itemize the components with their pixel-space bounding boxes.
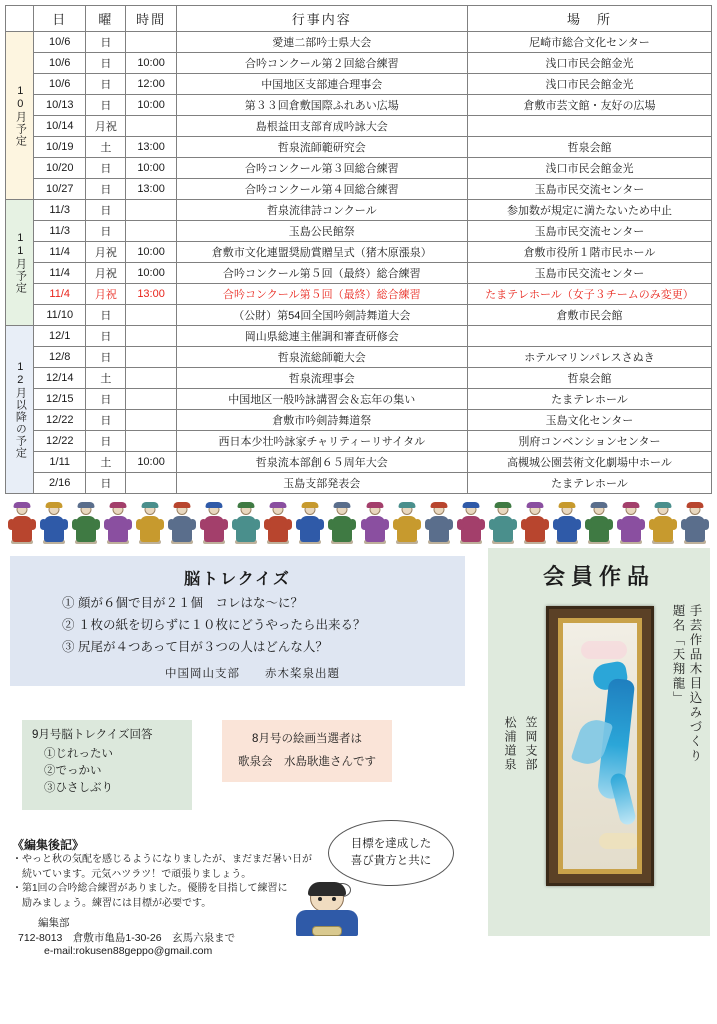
- cell-place: 哲泉会館: [467, 137, 711, 158]
- cell-time: [126, 431, 176, 452]
- cell-time: 10:00: [126, 158, 176, 179]
- postscript-line-1: ・やっと秋の気配を感じるようになりましたが、まだまだ暑い日が: [12, 854, 312, 865]
- doll-arm-right: [382, 519, 389, 530]
- doll-figurine: [649, 502, 677, 544]
- doll-hat: [654, 502, 671, 508]
- doll-figurine: [264, 502, 292, 544]
- cell-dow: 月祝: [86, 242, 126, 263]
- cell-time: [126, 389, 176, 410]
- header-time: 時間: [126, 6, 176, 32]
- doll-figurine: [553, 502, 581, 544]
- table-row: [6, 263, 712, 284]
- doll-arm-right: [189, 519, 196, 530]
- cell-date: 2/16: [34, 473, 86, 494]
- cell-time: 12:00: [126, 74, 176, 95]
- cell-dow: 日: [86, 53, 126, 74]
- doll-figurine: [521, 502, 549, 544]
- doll-figurine: [457, 502, 485, 544]
- cell-date: 10/19: [34, 137, 86, 158]
- header-date: 日: [34, 6, 86, 32]
- cell-dow: 日: [86, 74, 126, 95]
- cell-place: 倉敷市民会館: [467, 305, 711, 326]
- table-row: [6, 95, 712, 116]
- table-row: [6, 221, 712, 242]
- doll-arm-left: [168, 519, 175, 530]
- cell-time: [126, 305, 176, 326]
- cell-event: 合吟コンクール第２回総合練習: [176, 53, 467, 74]
- cell-event: 中国地区支部連合理事会: [176, 74, 467, 95]
- doll-hat: [302, 502, 319, 508]
- cell-event: 合吟コンクール第４回総合練習: [176, 179, 467, 200]
- boy-eye-right: [332, 897, 336, 901]
- header-event: 行事内容: [176, 6, 467, 32]
- boy-eye-left: [318, 897, 322, 901]
- cell-dow: 日: [86, 347, 126, 368]
- table-row: [6, 116, 712, 137]
- doll-figurine-strip: [8, 500, 709, 544]
- cell-place: たまテレホール（女子３チームのみ変更）: [467, 284, 711, 305]
- cell-event: 哲泉流総師範大会: [176, 347, 467, 368]
- cell-event: 愛連二部吟士県大会: [176, 32, 467, 53]
- doll-arm-right: [157, 519, 164, 530]
- header-place: 場 所: [467, 6, 711, 32]
- cell-date: 12/1: [34, 326, 86, 347]
- lottery-line-2: 歌泉会 水島耿進さんです: [238, 756, 376, 768]
- cell-event: 岡山県総連主催調和審査研修会: [176, 326, 467, 347]
- doll-arm-left: [649, 519, 656, 530]
- cell-time: [126, 221, 176, 242]
- doll-arm-left: [361, 519, 368, 530]
- artwork-caption-sub: 題名「天翔龍」: [671, 604, 685, 706]
- doll-hat: [622, 502, 639, 508]
- answer-item-3: ③ひさしぶり: [44, 782, 113, 794]
- cell-date: 1/11: [34, 452, 86, 473]
- cell-date: 12/22: [34, 410, 86, 431]
- cell-dow: 月祝: [86, 263, 126, 284]
- doll-figurine: [681, 502, 709, 544]
- table-row: [6, 389, 712, 410]
- doll-figurine: [168, 502, 196, 544]
- artwork-frame: [546, 606, 654, 886]
- doll-arm-left: [489, 519, 496, 530]
- postscript-signature: 編集部: [38, 917, 70, 929]
- postscript-line-3: ・第1回の合吟総合練習がありました。優勝を目指して練習に: [12, 883, 288, 894]
- cell-dow: 日: [86, 410, 126, 431]
- cell-dow: 日: [86, 431, 126, 452]
- doll-hat: [238, 502, 255, 508]
- doll-hat: [46, 502, 63, 508]
- cell-date: 11/10: [34, 305, 86, 326]
- doll-figurine: [617, 502, 645, 544]
- cell-dow: 日: [86, 221, 126, 242]
- cell-event: 中国地区一般吟詠講習会＆忘年の集い: [176, 389, 467, 410]
- cell-place: たまテレホール: [467, 389, 711, 410]
- doll-arm-right: [221, 519, 228, 530]
- artwork-caption: [670, 604, 702, 764]
- postscript-line-4: 励みましょう。練習には目標が必要です。: [12, 897, 212, 909]
- table-row: [6, 305, 712, 326]
- table-row-highlighted: [6, 284, 712, 305]
- cell-time: 10:00: [126, 263, 176, 284]
- doll-figurine: [393, 502, 421, 544]
- doll-arm-left: [232, 519, 239, 530]
- doll-arm-left: [40, 519, 47, 530]
- doll-arm-left: [8, 519, 15, 530]
- doll-hat: [590, 502, 607, 508]
- header-group-spacer: [6, 6, 34, 32]
- cell-date: 11/4: [34, 284, 86, 305]
- cell-time: [126, 116, 176, 137]
- doll-figurine: [489, 502, 517, 544]
- cell-event: 第３３回倉敷国際ふれあい広場: [176, 95, 467, 116]
- cell-date: 12/14: [34, 368, 86, 389]
- doll-hat: [14, 502, 31, 508]
- cell-dow: 日: [86, 389, 126, 410]
- cell-event: 哲泉流師範研究会: [176, 137, 467, 158]
- doll-hat: [430, 502, 447, 508]
- cell-place: [467, 116, 711, 137]
- doll-figurine: [296, 502, 324, 544]
- cell-dow: 日: [86, 158, 126, 179]
- answer-title: 9月号脳トレクイズ回答: [32, 729, 153, 741]
- cell-place: 倉敷市役所１階市民ホール: [467, 242, 711, 263]
- cell-dow: 日: [86, 179, 126, 200]
- cell-date: 11/4: [34, 242, 86, 263]
- doll-arm-right: [510, 519, 517, 530]
- cell-date: 10/14: [34, 116, 86, 137]
- lottery-line-1: 8月号の絵画当選者は: [252, 733, 362, 745]
- schedule-body: [6, 32, 712, 494]
- cell-place: 尼崎市総合文化センター: [467, 32, 711, 53]
- doll-figurine: [361, 502, 389, 544]
- cell-time: [126, 200, 176, 221]
- cell-date: 12/15: [34, 389, 86, 410]
- group-label-november: 11月予定: [6, 200, 34, 326]
- cell-time: 10:00: [126, 95, 176, 116]
- doll-arm-left: [296, 519, 303, 530]
- cell-date: 11/3: [34, 221, 86, 242]
- table-row: [6, 473, 712, 494]
- cell-event: 島根益田支部育成吟詠大会: [176, 116, 467, 137]
- boy-belt: [312, 926, 342, 936]
- bubble-line-1: 目標を達成した: [350, 837, 432, 850]
- cell-event: 合吟コンクール第３回総合練習: [176, 158, 467, 179]
- doll-hat: [78, 502, 95, 508]
- doll-figurine: [232, 502, 260, 544]
- cell-place: [467, 326, 711, 347]
- table-row: [6, 74, 712, 95]
- cell-dow: 月祝: [86, 116, 126, 137]
- cell-dow: 日: [86, 200, 126, 221]
- cell-place: 浅口市民会館金光: [467, 74, 711, 95]
- quiz-title: 脳トレクイズ: [184, 571, 291, 588]
- cell-place: 高槻城公園芸術文化劇場中ホール: [467, 452, 711, 473]
- cell-time: 10:00: [126, 452, 176, 473]
- doll-arm-left: [264, 519, 271, 530]
- table-row: [6, 200, 712, 221]
- doll-figurine: [425, 502, 453, 544]
- doll-arm-right: [29, 519, 36, 530]
- cell-time: [126, 410, 176, 431]
- artwork-credit-name: 松浦道泉: [503, 716, 517, 772]
- postscript-line-2: 続いています。元気ハツラツ！で頑張りましょう。: [12, 868, 252, 880]
- cell-dow: 日: [86, 32, 126, 53]
- doll-arm-left: [457, 519, 464, 530]
- table-row: [6, 179, 712, 200]
- cell-dow: 土: [86, 137, 126, 158]
- cell-dow: 土: [86, 368, 126, 389]
- table-row: [6, 431, 712, 452]
- group-label-october: 10月予定: [6, 32, 34, 200]
- cell-place: 哲泉会館: [467, 368, 711, 389]
- schedule-table: [5, 5, 712, 494]
- cell-place: 玉島市民交流センター: [467, 263, 711, 284]
- cell-dow: 土: [86, 452, 126, 473]
- table-row: [6, 158, 712, 179]
- artwork-image: [563, 623, 637, 869]
- answer-item-1: ①じれったい: [44, 748, 113, 760]
- cell-place: 別府コンベンションセンター: [467, 431, 711, 452]
- artwork-credit-branch: 笠岡支部: [524, 716, 538, 772]
- doll-figurine: [72, 502, 100, 544]
- table-row: [6, 326, 712, 347]
- doll-arm-left: [393, 519, 400, 530]
- cell-date: 10/20: [34, 158, 86, 179]
- cell-place: 倉敷市芸文館・友好の広場: [467, 95, 711, 116]
- quiz-question-2: ② １枚の紙を切らずに１０枚にどうやったら出来る？: [62, 618, 366, 632]
- group-label-december: 12月以降の予定: [6, 326, 34, 494]
- cell-date: 12/22: [34, 431, 86, 452]
- doll-arm-left: [104, 519, 111, 530]
- cell-event: 玉島支部発表会: [176, 473, 467, 494]
- doll-hat: [270, 502, 287, 508]
- lower-section: [0, 548, 717, 957]
- cell-date: 11/3: [34, 200, 86, 221]
- cell-event: 西日本少壮吟詠家チャリティーリサイタル: [176, 431, 467, 452]
- doll-arm-right: [446, 519, 453, 530]
- table-row: [6, 347, 712, 368]
- postscript-address: 712-8013 倉敷市亀島1-30-26 玄馬六泉まで: [18, 932, 236, 944]
- cell-date: 12/8: [34, 347, 86, 368]
- cell-time: [126, 326, 176, 347]
- cell-dow: 日: [86, 305, 126, 326]
- editor-postscript: [12, 836, 312, 957]
- doll-arm-left: [136, 519, 143, 530]
- lottery-winner-box: [222, 720, 392, 782]
- quiz-question-1: ① 顔が６個で目が２１個 コレはな～に？: [62, 596, 303, 610]
- artwork-mat: [558, 618, 642, 874]
- doll-arm-left: [72, 519, 79, 530]
- cell-place: 浅口市民会館金光: [467, 53, 711, 74]
- doll-figurine: [136, 502, 164, 544]
- doll-arm-right: [317, 519, 324, 530]
- artwork-cloud-top: [581, 641, 627, 659]
- answer-item-2: ②でっかい: [44, 765, 102, 777]
- doll-hat: [206, 502, 223, 508]
- doll-arm-left: [425, 519, 432, 530]
- member-work-title: 会員作品: [542, 564, 655, 589]
- doll-arm-right: [606, 519, 613, 530]
- artwork-caption-main: 手芸作品木目込みづくり: [688, 604, 702, 764]
- doll-arm-left: [553, 519, 560, 530]
- postscript-email: e-mail:rokusen88geppo@gmail.com: [44, 945, 213, 957]
- cell-date: 10/27: [34, 179, 86, 200]
- doll-arm-left: [585, 519, 592, 530]
- doll-arm-right: [285, 519, 292, 530]
- cell-time: [126, 347, 176, 368]
- doll-hat: [174, 502, 191, 508]
- doll-arm-left: [681, 519, 688, 530]
- quiz-credit: 中国岡山支部 赤木桨泉出題: [165, 668, 340, 680]
- cell-date: 10/6: [34, 74, 86, 95]
- cell-time: 13:00: [126, 179, 176, 200]
- cell-event: 倉敷市文化連盟奨励賞贈呈式（猪木原漲泉）: [176, 242, 467, 263]
- cell-time: 10:00: [126, 53, 176, 74]
- brain-quiz-box: [10, 556, 465, 686]
- table-row: [6, 32, 712, 53]
- member-work-panel: [488, 548, 710, 936]
- cell-dow: 月祝: [86, 284, 126, 305]
- doll-arm-right: [670, 519, 677, 530]
- cell-place: 浅口市民会館金光: [467, 158, 711, 179]
- cell-dow: 日: [86, 473, 126, 494]
- doll-hat: [686, 502, 703, 508]
- cell-event: 合吟コンクール第５回（最終）総合練習: [176, 263, 467, 284]
- doll-figurine: [104, 502, 132, 544]
- cell-time: [126, 473, 176, 494]
- doll-arm-right: [574, 519, 581, 530]
- cell-time: [126, 32, 176, 53]
- doll-hat: [142, 502, 159, 508]
- boy-hair: [308, 882, 346, 896]
- artwork-dragon-tail: [609, 772, 637, 826]
- cell-date: 10/6: [34, 32, 86, 53]
- doll-arm-left: [328, 519, 335, 530]
- postscript-title: 《編集後記》: [12, 838, 85, 852]
- table-row: [6, 410, 712, 431]
- doll-arm-left: [617, 519, 624, 530]
- doll-arm-right: [702, 519, 709, 530]
- cell-place: 参加数が規定に満たないため中止: [467, 200, 711, 221]
- cell-event: 哲泉流理事会: [176, 368, 467, 389]
- bubble-line-2: 喜び貴方と共に: [350, 855, 432, 867]
- cell-time: [126, 368, 176, 389]
- cell-dow: 日: [86, 326, 126, 347]
- artwork-cloud-bottom: [599, 833, 637, 849]
- doll-arm-right: [125, 519, 132, 530]
- cell-date: 11/4: [34, 263, 86, 284]
- cell-place: たまテレホール: [467, 473, 711, 494]
- cell-time: 13:00: [126, 137, 176, 158]
- table-row: [6, 368, 712, 389]
- doll-figurine: [200, 502, 228, 544]
- doll-figurine: [8, 502, 36, 544]
- table-row: [6, 242, 712, 263]
- doll-arm-right: [638, 519, 645, 530]
- doll-arm-right: [349, 519, 356, 530]
- table-row: [6, 53, 712, 74]
- quiz-question-3: ③ 尻尾が４つあって目が３つの人はどんな人？: [62, 640, 328, 654]
- quiz-answer-box: [22, 720, 192, 810]
- doll-arm-right: [61, 519, 68, 530]
- artwork-credit: [502, 716, 540, 772]
- cell-event: （公財）第54回全国吟剣詩舞道大会: [176, 305, 467, 326]
- cell-event: 玉島公民館祭: [176, 221, 467, 242]
- table-row: [6, 452, 712, 473]
- doll-arm-right: [478, 519, 485, 530]
- table-row: [6, 137, 712, 158]
- doll-hat: [494, 502, 511, 508]
- doll-arm-right: [414, 519, 421, 530]
- doll-hat: [462, 502, 479, 508]
- cell-date: 10/13: [34, 95, 86, 116]
- thought-bubble: [328, 820, 454, 886]
- doll-arm-left: [521, 519, 528, 530]
- cell-date: 10/6: [34, 53, 86, 74]
- doll-figurine: [40, 502, 68, 544]
- cell-time: 10:00: [126, 242, 176, 263]
- cell-place: ホテルマリンパレスさぬき: [467, 347, 711, 368]
- cell-event: 哲泉流律詩コンクール: [176, 200, 467, 221]
- doll-hat: [398, 502, 415, 508]
- doll-arm-right: [93, 519, 100, 530]
- doll-hat: [334, 502, 351, 508]
- doll-hat: [526, 502, 543, 508]
- doll-figurine: [585, 502, 613, 544]
- doll-arm-left: [200, 519, 207, 530]
- doll-arm-right: [253, 519, 260, 530]
- doll-arm-right: [542, 519, 549, 530]
- doll-hat: [558, 502, 575, 508]
- cell-place: 玉島文化センター: [467, 410, 711, 431]
- cell-event: 哲泉流本部創６５周年大会: [176, 452, 467, 473]
- doll-hat: [110, 502, 127, 508]
- cell-place: 玉島市民交流センター: [467, 221, 711, 242]
- cell-time: 13:00: [126, 284, 176, 305]
- doll-hat: [366, 502, 383, 508]
- doll-figurine: [328, 502, 356, 544]
- cell-dow: 日: [86, 95, 126, 116]
- header-dow: 曜: [86, 6, 126, 32]
- cell-event: 合吟コンクール第５回（最終）総合練習: [176, 284, 467, 305]
- cell-event: 倉敷市吟剣詩舞道祭: [176, 410, 467, 431]
- cell-place: 玉島市民交流センター: [467, 179, 711, 200]
- schedule-header-row: [6, 6, 712, 32]
